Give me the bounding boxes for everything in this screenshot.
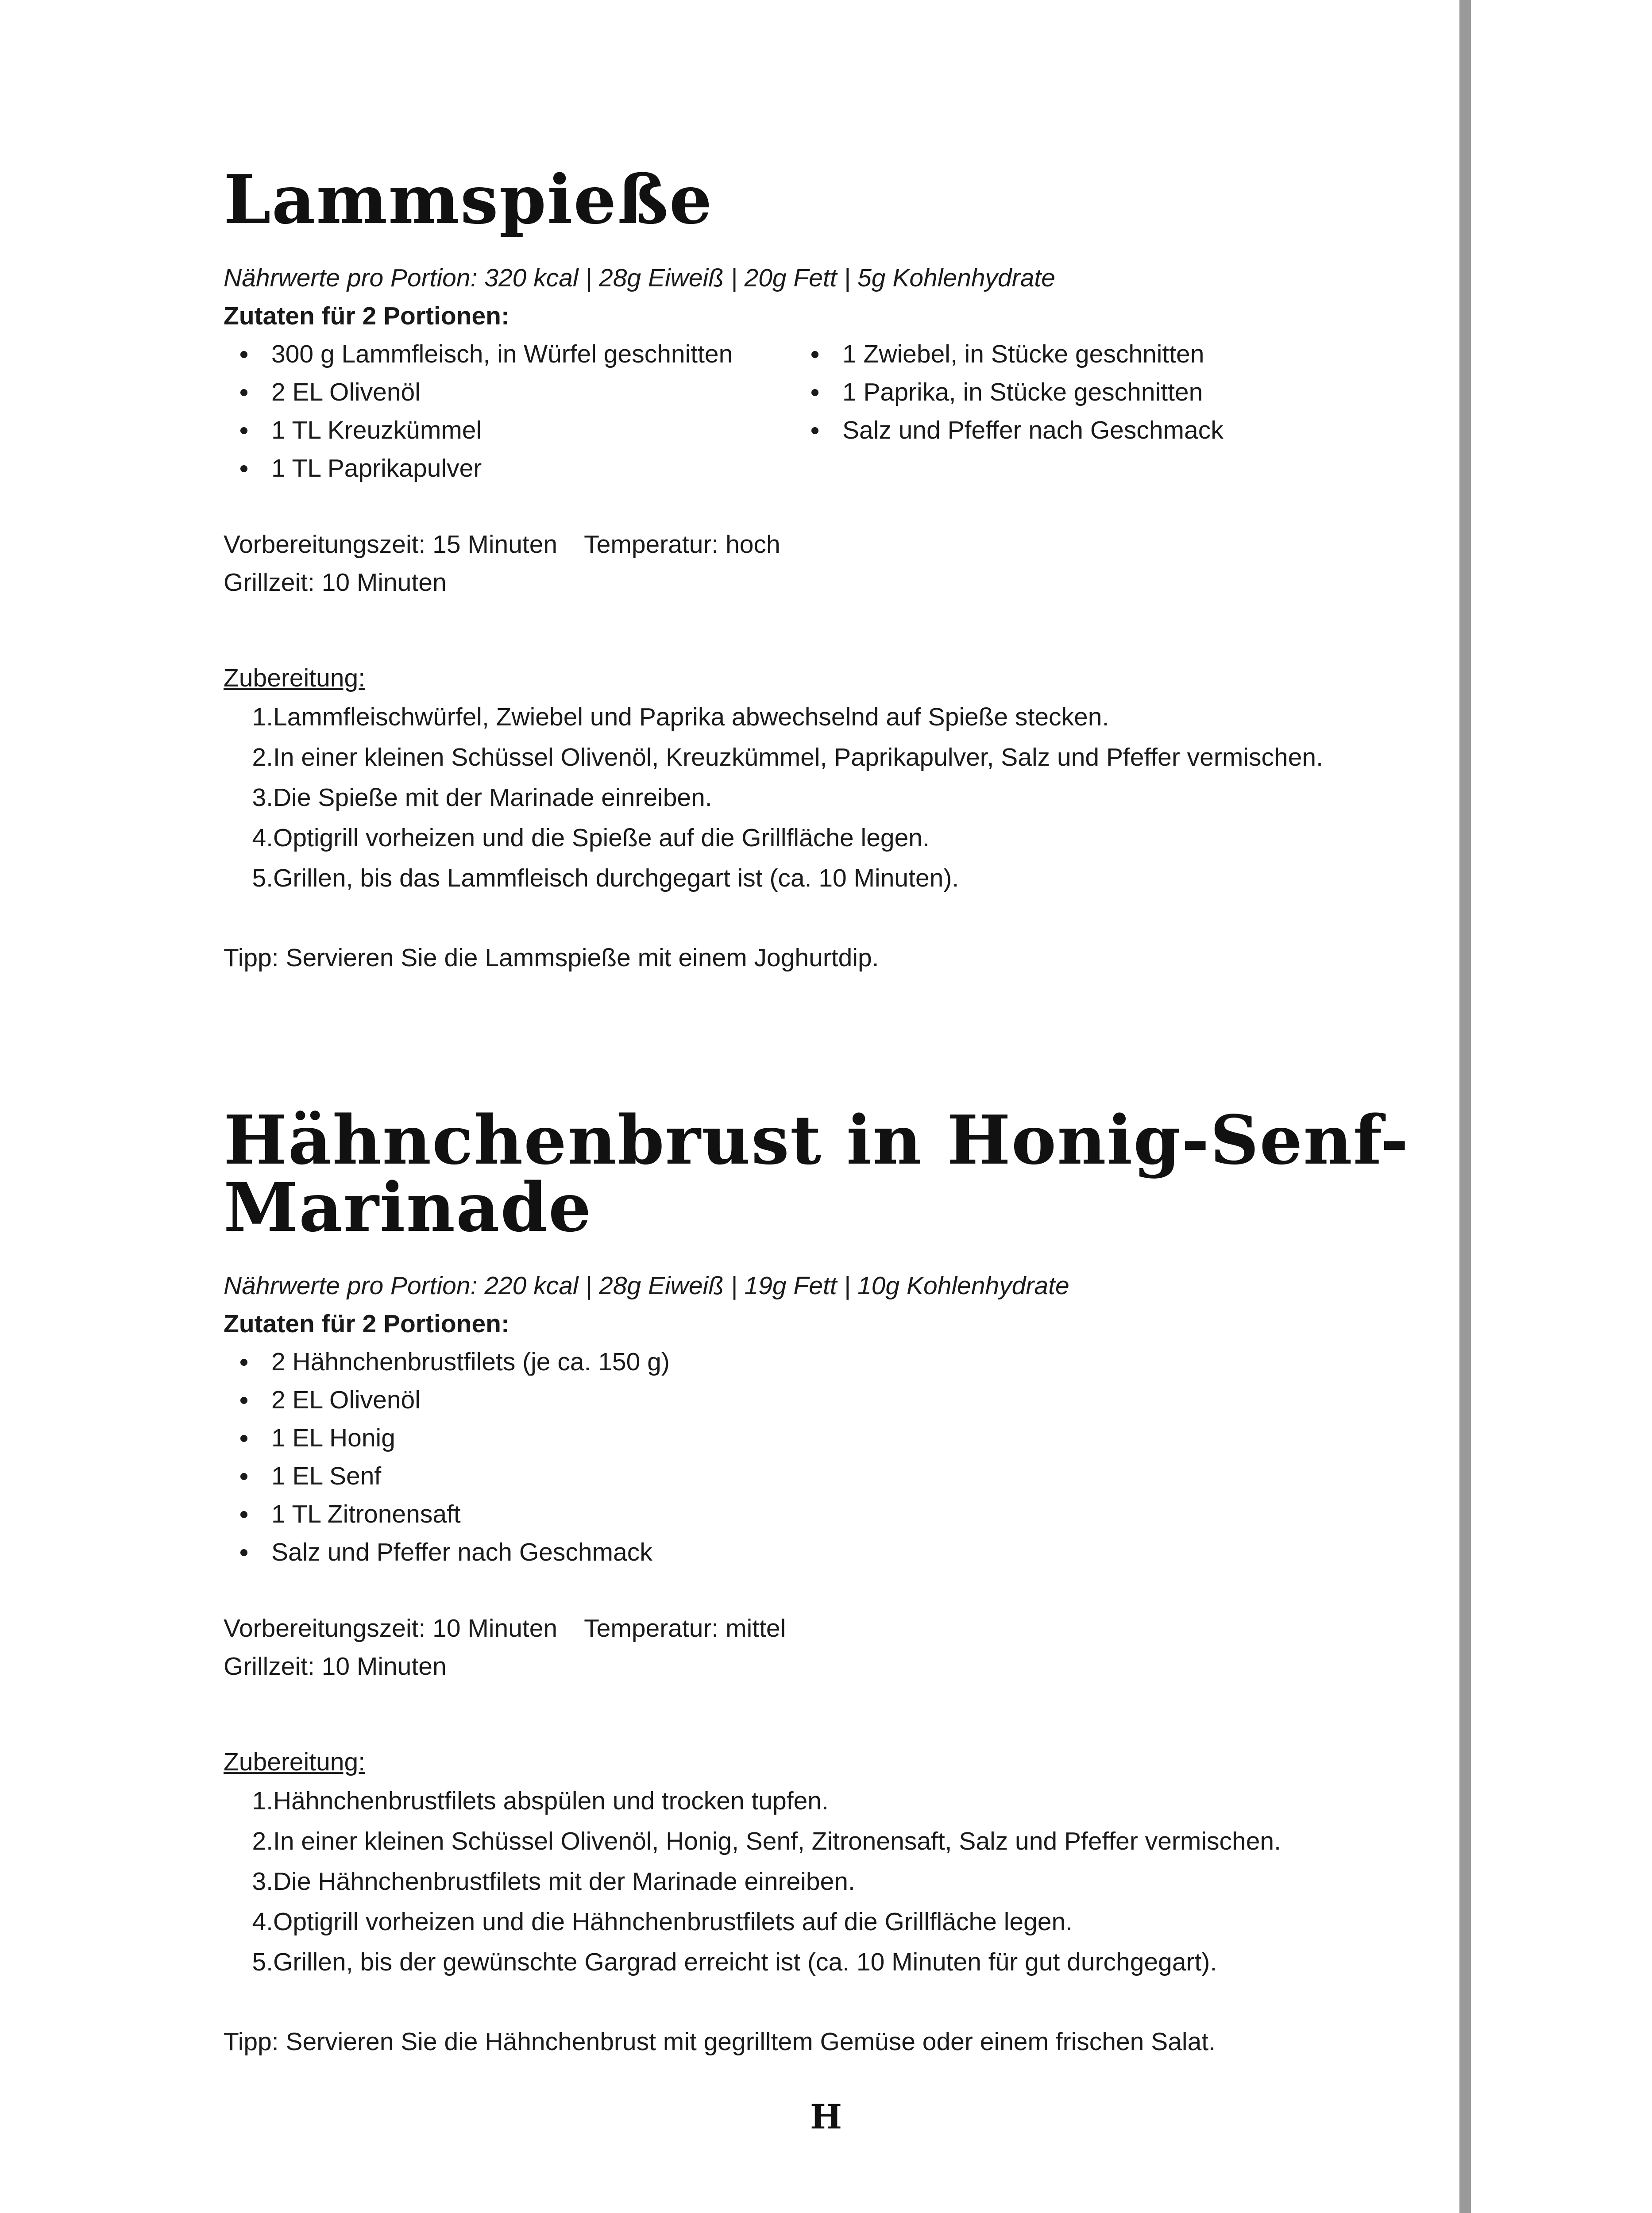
ingredient-item: 1 TL Zitronensaft	[224, 1495, 795, 1533]
prep-time-row	[224, 1609, 1445, 1647]
step-number: 2.	[252, 1827, 273, 1855]
tip-text: Tipp: Servieren Sie die Hähnchenbrust mit gegrilltem Gemüse oder einem frischen Salat.	[224, 2028, 1216, 2056]
recipe-lammspiesse	[224, 160, 1445, 977]
ingredients-list	[224, 1343, 1445, 1571]
step-item	[224, 858, 1445, 898]
step-text: Hähnchenbrustfilets abspülen und trocken tupfen.	[273, 1787, 829, 1815]
step-number: 4.	[252, 1908, 273, 1936]
preparation-heading: Zubereitung:	[224, 1748, 366, 1776]
step-text: Grillen, bis der gewünschte Gargrad erreicht ist (ca. 10 Minuten für gut durchgegart).	[273, 1948, 1217, 1976]
step-item	[224, 697, 1445, 737]
step-text: Die Spieße mit der Marinade einreiben.	[273, 783, 712, 812]
time-info	[224, 525, 1445, 601]
time-info	[224, 1609, 1445, 1685]
preparation-heading: Zubereitung:	[224, 664, 366, 692]
page-number: H	[810, 2097, 842, 2136]
ingredients-heading: Zutaten für 2 Portionen:	[224, 302, 509, 330]
step-number: 3.	[252, 783, 273, 812]
preparation-steps	[224, 1781, 1445, 1982]
ingredient-item: 2 Hähnchenbrustfilets (je ca. 150 g)	[224, 1343, 795, 1381]
preparation-steps	[224, 697, 1445, 898]
prep-time: Vorbereitungszeit: 15 Minuten	[224, 530, 558, 559]
step-item	[224, 737, 1445, 778]
ingredients-heading: Zutaten für 2 Portionen:	[224, 1310, 509, 1338]
recipe-title: Hähnchenbrust in Honig-Senf-Marinade	[224, 1100, 1409, 1247]
page-edge-bar	[1459, 0, 1471, 2213]
prep-time-row	[224, 525, 1445, 563]
ingredient-item: 1 Zwiebel, in Stücke geschnitten	[795, 335, 1224, 373]
step-item	[224, 1902, 1445, 1942]
ingredient-item: 2 EL Olivenöl	[224, 1381, 795, 1419]
step-number: 5.	[252, 864, 273, 892]
step-item	[224, 1781, 1445, 1821]
step-number: 2.	[252, 743, 273, 771]
step-text: Die Hähnchenbrustfilets mit der Marinade einreiben.	[273, 1867, 855, 1896]
tip-text: Tipp: Servieren Sie die Lammspieße mit einem Joghurtdip.	[224, 944, 879, 972]
step-text: Optigrill vorheizen und die Spieße auf die Grillfläche legen.	[273, 824, 930, 852]
step-item	[224, 1862, 1445, 1902]
recipe-haehnchenbrust	[224, 1100, 1445, 2061]
step-text: Grillen, bis das Lammfleisch durchgegart ist (ca. 10 Minuten).	[273, 864, 959, 892]
nutrition-info: Nährwerte pro Portion: 320 kcal | 28g Eiweiß | 20g Fett | 5g Kohlenhydrate	[224, 264, 1055, 292]
ingredient-item: 300 g Lammfleisch, in Würfel geschnitten	[224, 335, 795, 373]
step-item	[224, 818, 1445, 858]
recipe-title: Lammspieße	[224, 160, 713, 239]
nutrition-info: Nährwerte pro Portion: 220 kcal | 28g Eiweiß | 19g Fett | 10g Kohlenhydrate	[224, 1272, 1069, 1300]
grill-time: Grillzeit: 10 Minuten	[224, 568, 447, 597]
step-item	[224, 1821, 1445, 1862]
temperature: Temperatur: hoch	[584, 530, 780, 559]
temperature: Temperatur: mittel	[584, 1614, 786, 1642]
ingredients-list	[224, 335, 1445, 487]
step-text: Optigrill vorheizen und die Hähnchenbrustfilets auf die Grillfläche legen.	[273, 1908, 1073, 1936]
step-text: In einer kleinen Schüssel Olivenöl, Kreuzkümmel, Paprikapulver, Salz und Pfeffer vermischen.	[273, 743, 1323, 771]
step-text: In einer kleinen Schüssel Olivenöl, Honig, Senf, Zitronensaft, Salz und Pfeffer vermischen.	[273, 1827, 1281, 1855]
ingredient-item: 1 TL Kreuzkümmel	[224, 411, 795, 449]
ingredient-item: 1 TL Paprikapulver	[224, 449, 795, 487]
prep-time: Vorbereitungszeit: 10 Minuten	[224, 1614, 558, 1642]
ingredient-item: 1 EL Honig	[224, 1419, 795, 1457]
ingredient-item: Salz und Pfeffer nach Geschmack	[795, 411, 1224, 449]
ingredients-column-left	[224, 1343, 795, 1571]
step-number: 3.	[252, 1867, 273, 1896]
step-number: 5.	[252, 1948, 273, 1976]
ingredient-item: Salz und Pfeffer nach Geschmack	[224, 1533, 795, 1571]
step-number: 4.	[252, 824, 273, 852]
step-item	[224, 778, 1445, 818]
step-number: 1.	[252, 1787, 273, 1815]
step-number: 1.	[252, 703, 273, 731]
ingredient-item: 1 EL Senf	[224, 1457, 795, 1495]
ingredients-column-left	[224, 335, 795, 487]
grill-time: Grillzeit: 10 Minuten	[224, 1652, 447, 1681]
step-item	[224, 1942, 1445, 1982]
ingredients-column-right	[795, 335, 1224, 487]
step-text: Lammfleischwürfel, Zwiebel und Paprika abwechselnd auf Spieße stecken.	[273, 703, 1109, 731]
ingredient-item: 1 Paprika, in Stücke geschnitten	[795, 373, 1224, 411]
ingredient-item: 2 EL Olivenöl	[224, 373, 795, 411]
